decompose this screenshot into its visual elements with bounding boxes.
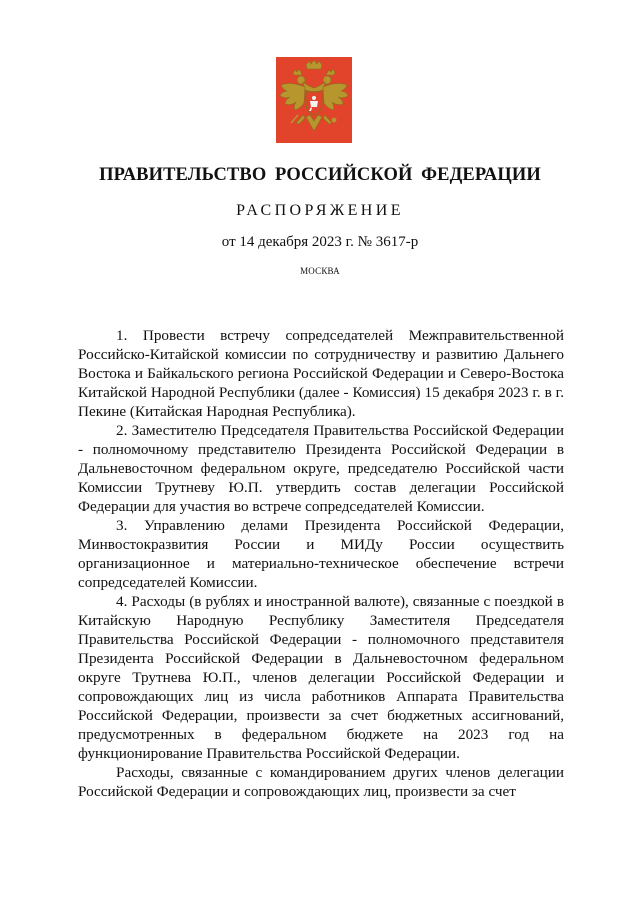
paragraph-4: 4. Расходы (в рублях и иностранной валюте), связанные с поездкой в Китайскую Народную Республику Заместителя Председателя Правительства Российской Федерации - полномочного представителя Президента Российской Федерации в Дальневосточном федеральном округе Трутнева Ю.П., членов делегации Российской Федерации и сопровождающих лиц из числа работников Аппарата Правительства Российской Федерации, произвести за счет бюджетных ассигнований, предусмотренных в федеральном бюджете на 2023 год на функционирование Правительства Российской Федерации. [78, 593, 564, 762]
paragraph-2: 2. Заместителю Председателя Правительства Российской Федерации - полномочному представителю Президента Российской Федерации в Дальневосточном федеральном округе, председателю Российской части Комиссии Трутневу Ю.П. утвердить состав делегации Российской Федерации для участия во встрече сопредседателей Комиссии. [78, 422, 564, 515]
paragraph-5: Расходы, связанные с командированием других членов делегации Российской Федерации и сопровождающих лиц, произвести за счет [78, 764, 564, 800]
document-date-number: от 14 декабря 2023 г. № 3617-р [221, 234, 419, 250]
document-city: МОСКВА [300, 266, 340, 276]
document-body [78, 326, 564, 801]
coat-of-arms-emblem [276, 57, 352, 143]
paragraph-1: 1. Провести встречу сопредседателей Межправительственной Российско-Китайской комиссии по сотрудничеству и развитию Дальнего Востока и Байкальского региона Российской Федерации и Северо-Востока Китайской Народной Республики (далее - Комиссия) 15 декабря 2023 г. в г. Пекине (Китайская Народная Республика). [78, 327, 564, 420]
document-type: РАСПОРЯЖЕНИЕ [236, 202, 404, 219]
government-title: ПРАВИТЕЛЬСТВО РОССИЙСКОЙ ФЕДЕРАЦИИ [99, 165, 541, 185]
paragraph-3: 3. Управлению делами Президента Российской Федерации, Минвостокразвития России и МИДу России осуществить организационное и материально-техническое обеспечение встречи сопредседателей Комиссии. [78, 517, 564, 591]
